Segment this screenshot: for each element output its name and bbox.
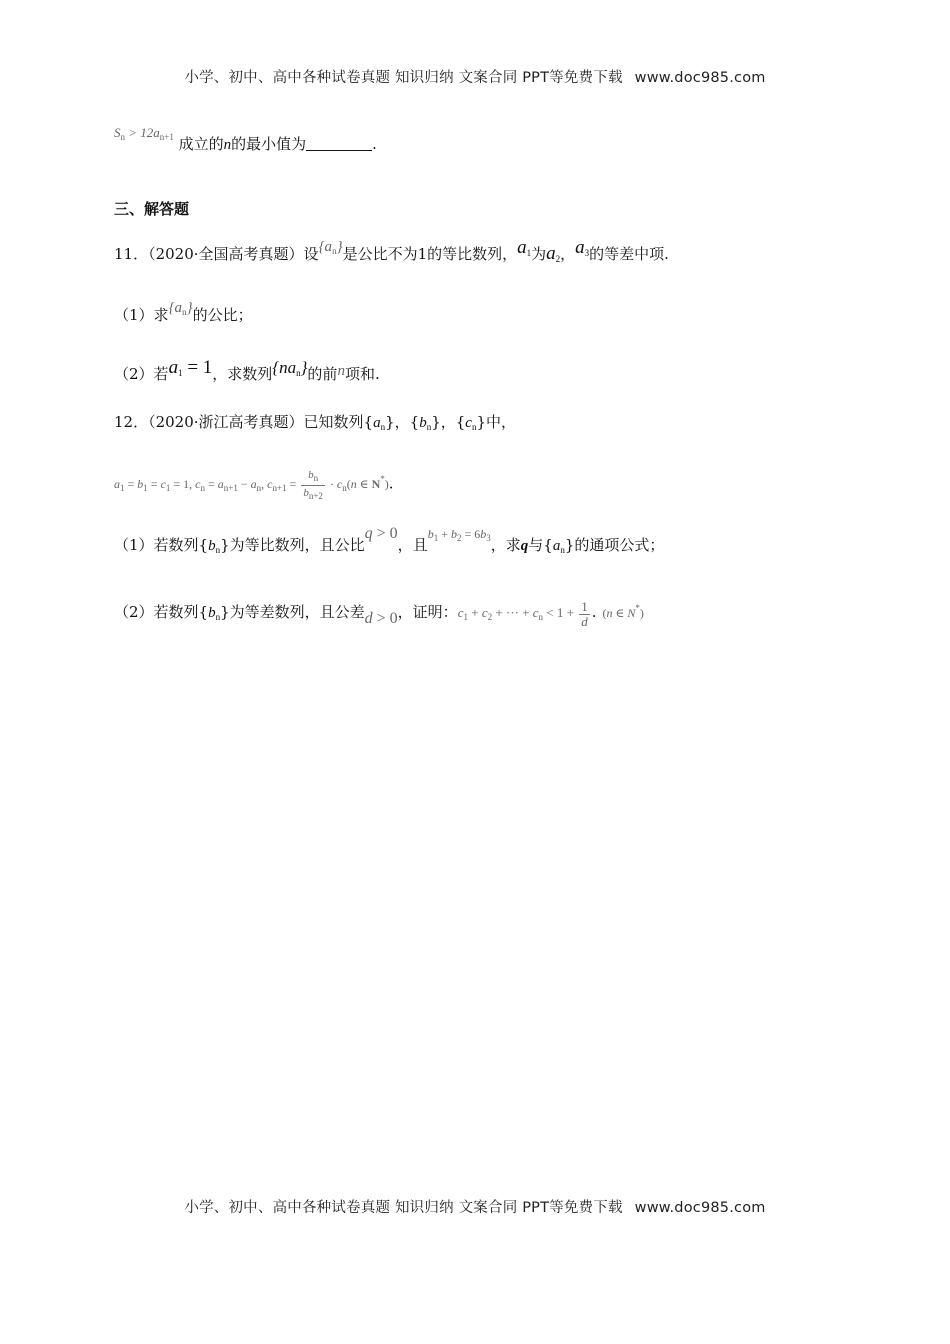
formula-an-seq: $\{a_n\}$	[318, 239, 343, 256]
formula-recurrence: $a_1 = b_1 = c_1 = 1$, $c_n = a_{n+1} - a_n$, $c_{n+1}$ = $\frac{b_n}{b_{n+2}}$ · $c_n(n$ ∈ N*)	[114, 469, 389, 501]
formula-a1: $a_1$	[517, 237, 532, 258]
q11-stem: 11．（2020·全国高考真题）设$\{a_n\}$是公比不为1的等比数列，$a_1$为$a_2$，$a_3$的等差中项.	[114, 237, 669, 264]
header-text: 小学、初中、高中各种试卷真题 知识归纳 文案合同 PPT等免费下载	[184, 70, 623, 86]
fragment-line: $S_n > 12a_{n+1}$ 成立的n的最小值为 .	[114, 125, 377, 153]
formula-n-in-N: (n ∈ N*)	[602, 603, 644, 620]
formula-an-seq: $\{a_n\}$	[168, 300, 193, 317]
formula-a1-eq-1: $a_1 = 1$	[168, 357, 213, 378]
formula-a3: $a_3$	[575, 237, 590, 258]
header-url[interactable]: www.doc985.com	[634, 70, 766, 86]
formula-sn-gt-12an1: $S_n > 12a_{n+1}$	[114, 125, 174, 142]
section-title: 三、解答题	[114, 200, 190, 218]
footer-text: 小学、初中、高中各种试卷真题 知识归纳 文案合同 PPT等免费下载	[184, 1200, 623, 1216]
formula-sum-cn-lt: $c_1 + c_2$ + ··· + $c_n < 1$ + $\frac{1}{d}$	[457, 598, 588, 629]
answer-blank[interactable]	[306, 136, 372, 151]
page-footer	[0, 1196, 950, 1217]
formula-q-gt-0: q > 0	[364, 525, 398, 542]
formula-b1-b2-6b3: b1 + b2 = 6b3	[427, 527, 491, 543]
q12-definition: $a_1 = b_1 = c_1 = 1$, $c_n = a_{n+1} - a_n$, $c_{n+1}$ = $\frac{b_n}{b_{n+2}}$ · $c_n(n$ ∈ N*).	[114, 469, 394, 501]
formula-nan-seq: $\{na_n\}$	[272, 358, 308, 378]
q11-part1: （1）求$\{a_n\}$的公比；	[114, 300, 253, 324]
q12-stem: 12．（2020·浙江高考真题）已知数列$\{a_n\}$，$\{b_n\}$，$\{c_n\}$中，	[114, 413, 516, 432]
formula-n: n	[337, 363, 345, 379]
page-header	[0, 66, 950, 87]
q11-part2: （2）若$a_1 = 1$，求数列$\{na_n\}$的前n项和.	[114, 357, 380, 383]
q12-part2: （2）若数列$\{b_n\}$为等差数列，且公差d > 0，证明：$c_1 + c_2$ + ··· + $c_n < 1$ + $\frac{1}{d}$ . (n ∈ N*)	[114, 598, 644, 629]
formula-d-gt-0: d > 0	[364, 610, 398, 627]
formula-a2: $a_2$	[546, 243, 561, 264]
footer-url[interactable]: www.doc985.com	[634, 1200, 766, 1216]
q12-part1: （1）若数列$\{b_n\}$为等比数列，且公比q > 0，且$^{b_1 + b_2 = 6b_3}$，求q与$\{a_n\}$的通项公式；	[114, 525, 665, 555]
